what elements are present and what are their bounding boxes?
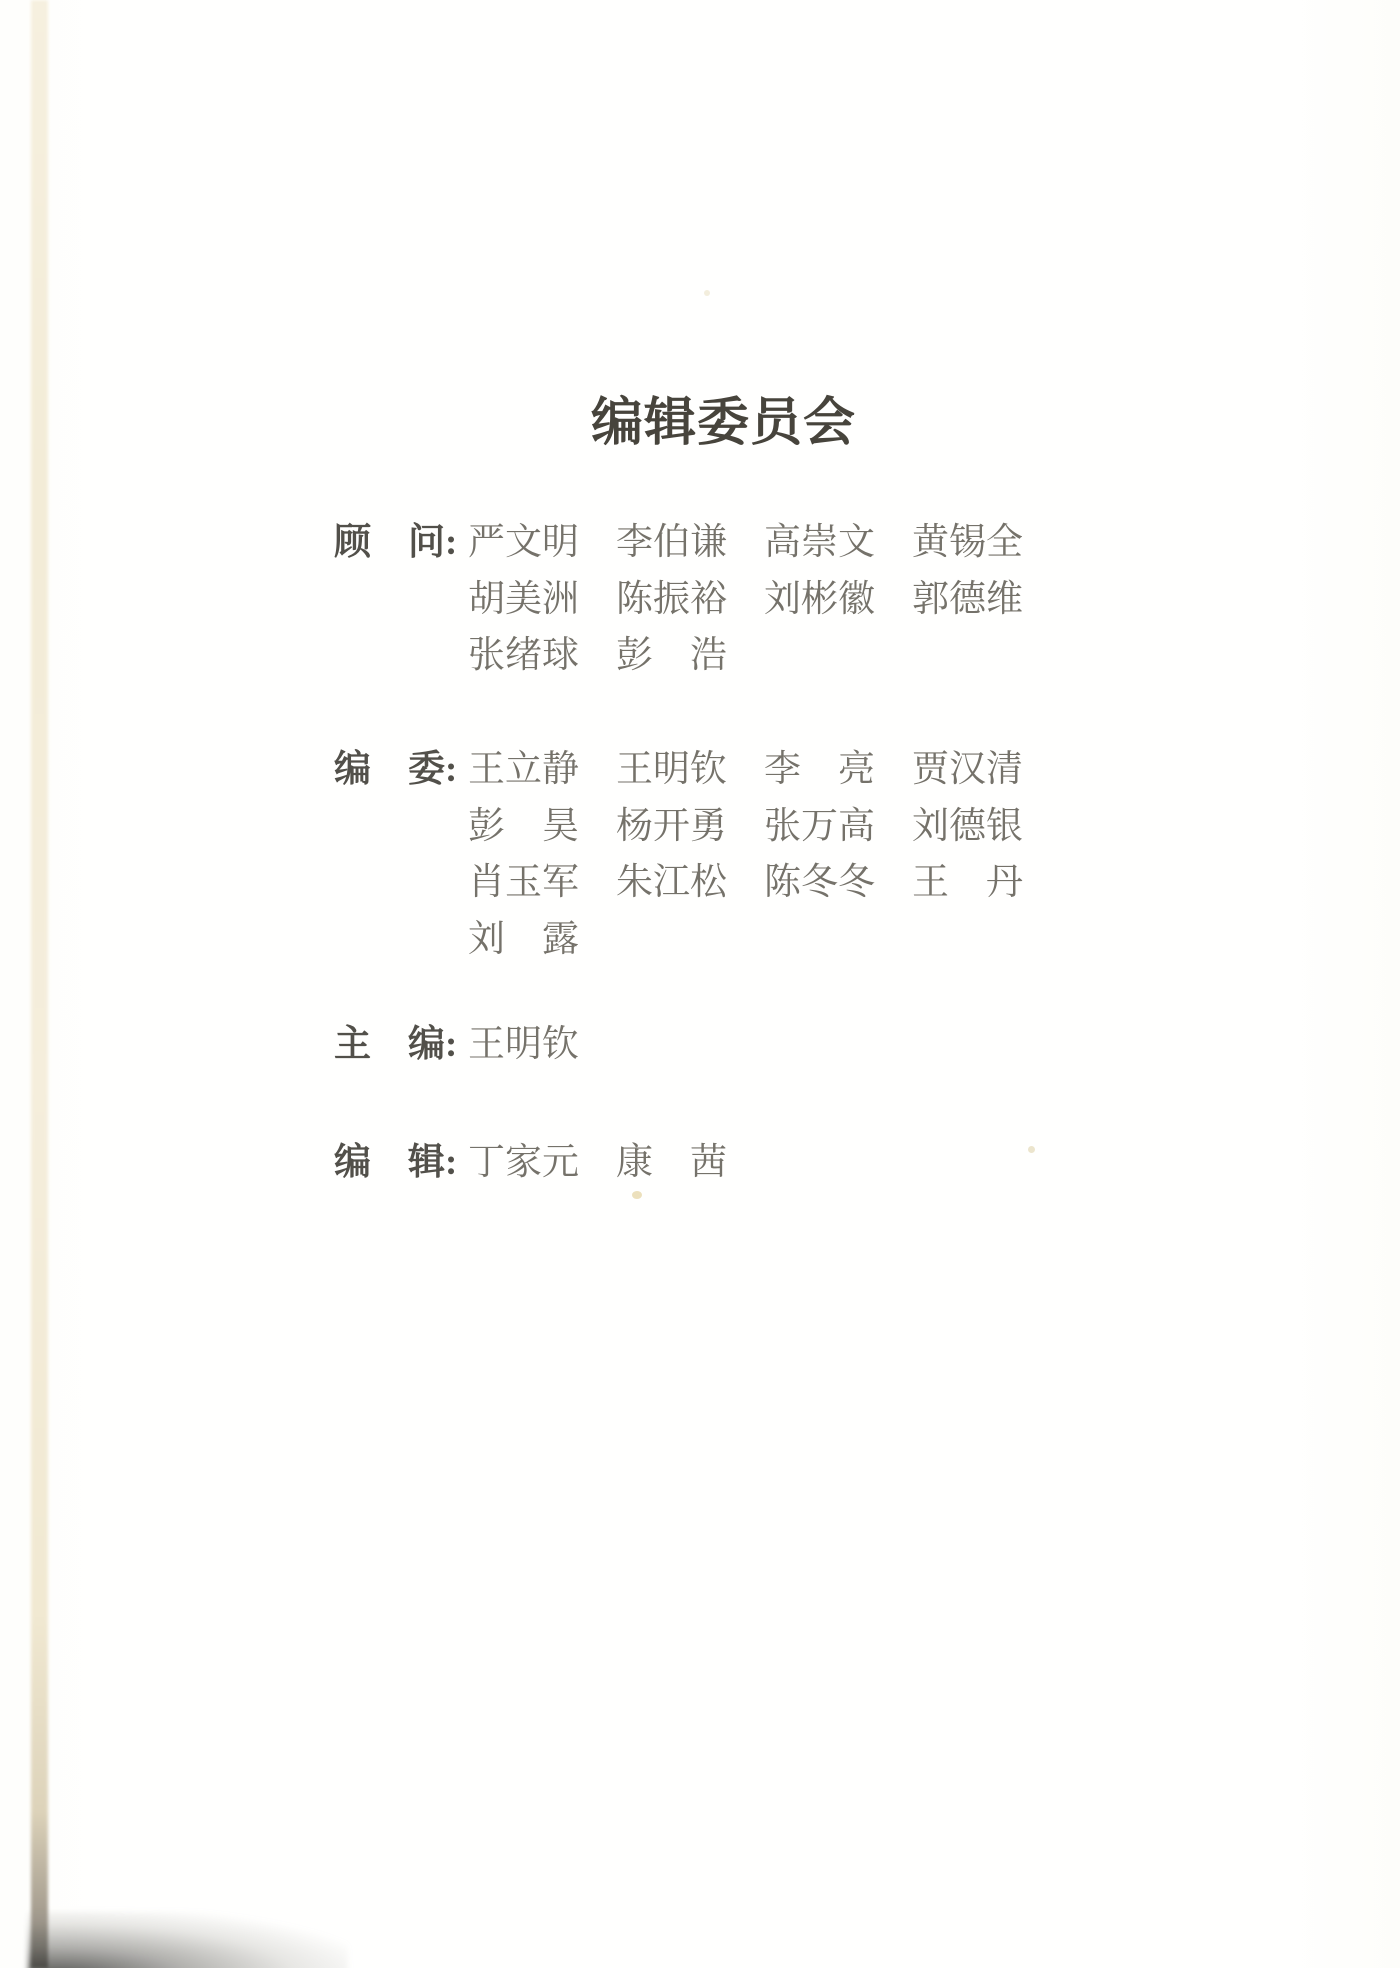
name-item: 贾汉清 [912,749,1023,790]
name-item: 杨开勇 [616,805,727,847]
name-item: 高崇文 [764,522,875,563]
section-label-editors: 编 辑: [334,1142,458,1183]
section-label-advisors: 顾 问: [334,522,458,563]
name-item: 郭德维 [912,578,1023,620]
name-item: 彭 浩 [616,635,727,676]
section-advisors [334,515,1023,685]
name-item: 康 茜 [616,1142,727,1183]
name-item: 陈振裕 [616,578,727,620]
name-item: 刘 露 [468,918,579,960]
paper-stain-speck [704,290,710,296]
page-title: 编辑委员会 [591,395,857,452]
name-item: 朱江松 [616,862,727,903]
name-item: 王明钦 [616,749,727,790]
name-item: 张绪球 [468,635,579,676]
name-line [468,515,1023,572]
name-item: 李 亮 [764,749,875,790]
name-item: 李伯谦 [616,522,727,563]
name-line [468,742,1023,799]
name-item: 刘彬徽 [764,578,875,620]
name-item: 严文明 [468,522,579,563]
editorial-board-names [468,742,1023,968]
paper-stain-speck [1028,1146,1035,1153]
name-item: 丁家元 [468,1142,579,1183]
name-line [468,799,1023,856]
name-item: 彭 昊 [468,805,579,847]
name-item: 胡美洲 [468,578,579,620]
name-item: 张万高 [764,805,875,847]
chief-editor-names [468,1017,579,1074]
name-item: 黄锡全 [912,522,1023,563]
name-item: 王明钦 [468,1024,579,1065]
name-line [468,628,1023,685]
gutter-scan-strip [31,0,48,1968]
name-line [468,1135,727,1192]
section-editors [334,1135,727,1192]
name-item: 陈冬冬 [764,862,875,903]
section-chief-editor [334,1017,579,1074]
paper-stain-speck [632,1191,642,1199]
name-line [468,855,1023,912]
scan-corner-shadow [28,1912,348,1968]
name-item: 刘德银 [912,805,1023,847]
name-item: 肖玉军 [468,862,579,903]
editors-names [468,1135,727,1192]
section-editorial-board [334,742,1023,968]
section-label-editorial-board: 编 委: [334,749,458,790]
name-line [468,1017,579,1074]
section-label-chief-editor: 主 编: [334,1024,458,1065]
name-line [468,572,1023,629]
advisors-names [468,515,1023,685]
name-item: 王 丹 [912,862,1023,903]
name-item: 王立静 [468,749,579,790]
name-line [468,912,1023,969]
